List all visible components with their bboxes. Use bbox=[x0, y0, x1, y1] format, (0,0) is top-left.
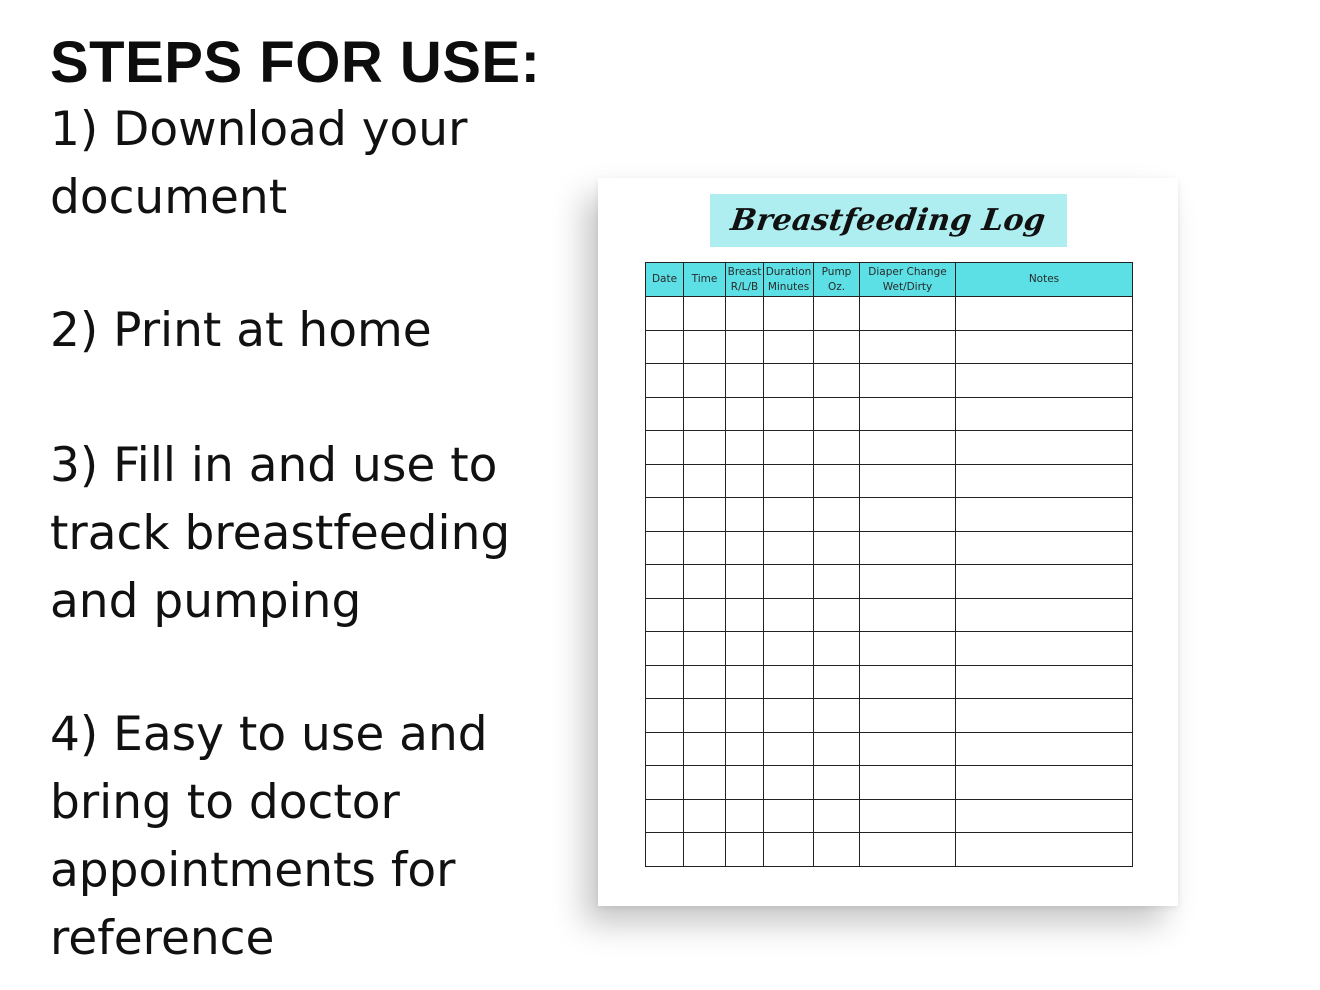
table-cell bbox=[860, 833, 956, 867]
table-cell bbox=[814, 431, 860, 465]
table-cell bbox=[726, 297, 764, 331]
table-cell bbox=[956, 699, 1133, 733]
column-header-notes bbox=[956, 263, 1133, 297]
column-header-line: Pump bbox=[821, 265, 852, 278]
table-cell bbox=[764, 766, 814, 800]
table-row bbox=[646, 799, 1133, 833]
log-sheet-preview bbox=[598, 178, 1178, 906]
table-cell bbox=[646, 297, 684, 331]
column-header-line: Diaper Change bbox=[868, 265, 947, 278]
table-cell bbox=[764, 799, 814, 833]
table-cell bbox=[684, 364, 726, 398]
table-row bbox=[646, 665, 1133, 699]
table-cell bbox=[764, 330, 814, 364]
table-row bbox=[646, 833, 1133, 867]
table-cell bbox=[684, 397, 726, 431]
table-cell bbox=[764, 732, 814, 766]
table-cell bbox=[764, 531, 814, 565]
step-4-line: bring to doctor bbox=[50, 775, 400, 830]
table-cell bbox=[764, 632, 814, 666]
sheet-title-banner bbox=[710, 194, 1067, 247]
table-cell bbox=[726, 397, 764, 431]
step-3-line: and pumping bbox=[50, 574, 362, 629]
column-header-line: Notes bbox=[1028, 273, 1060, 285]
table-cell bbox=[684, 297, 726, 331]
table-cell bbox=[684, 330, 726, 364]
table-cell bbox=[726, 699, 764, 733]
table-cell bbox=[814, 297, 860, 331]
table-cell bbox=[764, 498, 814, 532]
step-4-line: 4) Easy to use and bbox=[50, 707, 488, 762]
table-cell bbox=[764, 598, 814, 632]
column-header-duration bbox=[764, 263, 814, 297]
table-cell bbox=[684, 665, 726, 699]
table-cell bbox=[860, 397, 956, 431]
table-cell bbox=[860, 531, 956, 565]
table-cell bbox=[860, 699, 956, 733]
table-cell bbox=[684, 464, 726, 498]
table-row bbox=[646, 397, 1133, 431]
table-cell bbox=[726, 364, 764, 398]
table-row bbox=[646, 364, 1133, 398]
table-cell bbox=[814, 833, 860, 867]
step-4-line: appointments for bbox=[50, 843, 456, 898]
table-cell bbox=[956, 531, 1133, 565]
table-cell bbox=[684, 598, 726, 632]
table-cell bbox=[726, 330, 764, 364]
table-cell bbox=[726, 632, 764, 666]
table-row bbox=[646, 699, 1133, 733]
step-1 bbox=[50, 96, 550, 232]
table-row bbox=[646, 632, 1133, 666]
table-cell bbox=[956, 431, 1133, 465]
table-row bbox=[646, 565, 1133, 599]
table-cell bbox=[684, 766, 726, 800]
table-cell bbox=[860, 766, 956, 800]
table-cell bbox=[956, 498, 1133, 532]
column-header-diaper-change bbox=[860, 263, 956, 297]
table-cell bbox=[814, 498, 860, 532]
table-cell bbox=[860, 665, 956, 699]
column-header-time bbox=[684, 263, 726, 297]
table-row bbox=[646, 766, 1133, 800]
table-cell bbox=[764, 464, 814, 498]
table-cell bbox=[684, 699, 726, 733]
table-cell bbox=[646, 632, 684, 666]
table-cell bbox=[814, 531, 860, 565]
column-header-breast bbox=[726, 263, 764, 297]
table-cell bbox=[684, 799, 726, 833]
column-header-line: Duration bbox=[765, 265, 812, 278]
log-table-body bbox=[646, 297, 1133, 867]
table-cell bbox=[860, 297, 956, 331]
step-2-line: 2) Print at home bbox=[50, 303, 432, 358]
table-cell bbox=[684, 531, 726, 565]
table-cell bbox=[814, 464, 860, 498]
step-3-line: 3) Fill in and use to bbox=[50, 438, 498, 493]
table-cell bbox=[726, 665, 764, 699]
table-cell bbox=[956, 464, 1133, 498]
table-cell bbox=[646, 833, 684, 867]
table-cell bbox=[764, 364, 814, 398]
table-cell bbox=[956, 364, 1133, 398]
step-3-line: track breastfeeding bbox=[50, 506, 511, 561]
step-1-line: document bbox=[50, 170, 288, 225]
table-cell bbox=[646, 766, 684, 800]
table-cell bbox=[764, 397, 814, 431]
table-cell bbox=[860, 330, 956, 364]
table-cell bbox=[646, 330, 684, 364]
table-cell bbox=[956, 565, 1133, 599]
table-cell bbox=[646, 464, 684, 498]
step-2 bbox=[50, 297, 550, 365]
step-4-line: reference bbox=[50, 911, 275, 966]
column-header-line: Time bbox=[691, 273, 718, 285]
table-cell bbox=[860, 498, 956, 532]
column-header-line: Date bbox=[651, 273, 678, 285]
column-header-line: Minutes bbox=[767, 280, 810, 293]
steps-title: STEPS FOR USE: bbox=[50, 30, 541, 95]
table-cell bbox=[646, 531, 684, 565]
table-cell bbox=[646, 665, 684, 699]
table-cell bbox=[726, 833, 764, 867]
table-cell bbox=[684, 632, 726, 666]
table-cell bbox=[684, 732, 726, 766]
table-cell bbox=[646, 397, 684, 431]
table-cell bbox=[726, 464, 764, 498]
table-cell bbox=[684, 431, 726, 465]
table-cell bbox=[860, 364, 956, 398]
table-cell bbox=[646, 799, 684, 833]
table-row bbox=[646, 464, 1133, 498]
table-cell bbox=[726, 531, 764, 565]
column-header-line: Oz. bbox=[827, 280, 846, 293]
table-cell bbox=[860, 565, 956, 599]
table-cell bbox=[814, 632, 860, 666]
table-row bbox=[646, 431, 1133, 465]
table-cell bbox=[726, 598, 764, 632]
table-cell bbox=[646, 565, 684, 599]
table-cell bbox=[860, 632, 956, 666]
table-row bbox=[646, 297, 1133, 331]
table-cell bbox=[814, 565, 860, 599]
table-cell bbox=[956, 833, 1133, 867]
table-cell bbox=[814, 766, 860, 800]
table-cell bbox=[956, 665, 1133, 699]
table-cell bbox=[814, 397, 860, 431]
table-cell bbox=[956, 297, 1133, 331]
column-header-line: R/L/B bbox=[730, 280, 759, 293]
table-cell bbox=[726, 498, 764, 532]
table-cell bbox=[956, 330, 1133, 364]
table-cell bbox=[726, 431, 764, 465]
step-1-line: 1) Download your bbox=[50, 102, 468, 157]
table-cell bbox=[860, 799, 956, 833]
table-cell bbox=[956, 799, 1133, 833]
table-cell bbox=[646, 699, 684, 733]
column-header-line: Breast bbox=[727, 265, 762, 278]
table-cell bbox=[726, 565, 764, 599]
table-cell bbox=[764, 431, 814, 465]
table-cell bbox=[860, 464, 956, 498]
table-cell bbox=[860, 431, 956, 465]
table-cell bbox=[860, 598, 956, 632]
table-row bbox=[646, 732, 1133, 766]
column-header-line: Wet/Dirty bbox=[882, 280, 933, 293]
table-cell bbox=[814, 665, 860, 699]
table-cell bbox=[956, 632, 1133, 666]
table-cell bbox=[956, 397, 1133, 431]
log-table bbox=[645, 262, 1133, 867]
table-cell bbox=[814, 364, 860, 398]
table-row bbox=[646, 330, 1133, 364]
sheet-title: Breastfeeding Log bbox=[728, 203, 1049, 238]
table-cell bbox=[956, 766, 1133, 800]
step-4 bbox=[50, 701, 550, 973]
table-cell bbox=[646, 598, 684, 632]
table-cell bbox=[764, 665, 814, 699]
table-row bbox=[646, 531, 1133, 565]
step-3 bbox=[50, 432, 550, 636]
table-cell bbox=[764, 699, 814, 733]
table-cell bbox=[956, 598, 1133, 632]
table-cell bbox=[726, 766, 764, 800]
table-cell bbox=[860, 732, 956, 766]
table-cell bbox=[726, 732, 764, 766]
table-cell bbox=[764, 297, 814, 331]
table-cell bbox=[814, 598, 860, 632]
table-cell bbox=[814, 799, 860, 833]
table-cell bbox=[814, 699, 860, 733]
table-cell bbox=[646, 431, 684, 465]
table-cell bbox=[684, 565, 726, 599]
table-cell bbox=[956, 732, 1133, 766]
table-cell bbox=[684, 498, 726, 532]
table-cell bbox=[764, 833, 814, 867]
table-cell bbox=[814, 732, 860, 766]
table-cell bbox=[646, 732, 684, 766]
table-cell bbox=[646, 364, 684, 398]
log-table-header-row bbox=[646, 263, 1133, 297]
column-header-date bbox=[646, 263, 684, 297]
table-row bbox=[646, 598, 1133, 632]
table-cell bbox=[726, 799, 764, 833]
column-header-pump bbox=[814, 263, 860, 297]
table-cell bbox=[646, 498, 684, 532]
table-cell bbox=[814, 330, 860, 364]
table-row bbox=[646, 498, 1133, 532]
table-cell bbox=[764, 565, 814, 599]
table-cell bbox=[684, 833, 726, 867]
